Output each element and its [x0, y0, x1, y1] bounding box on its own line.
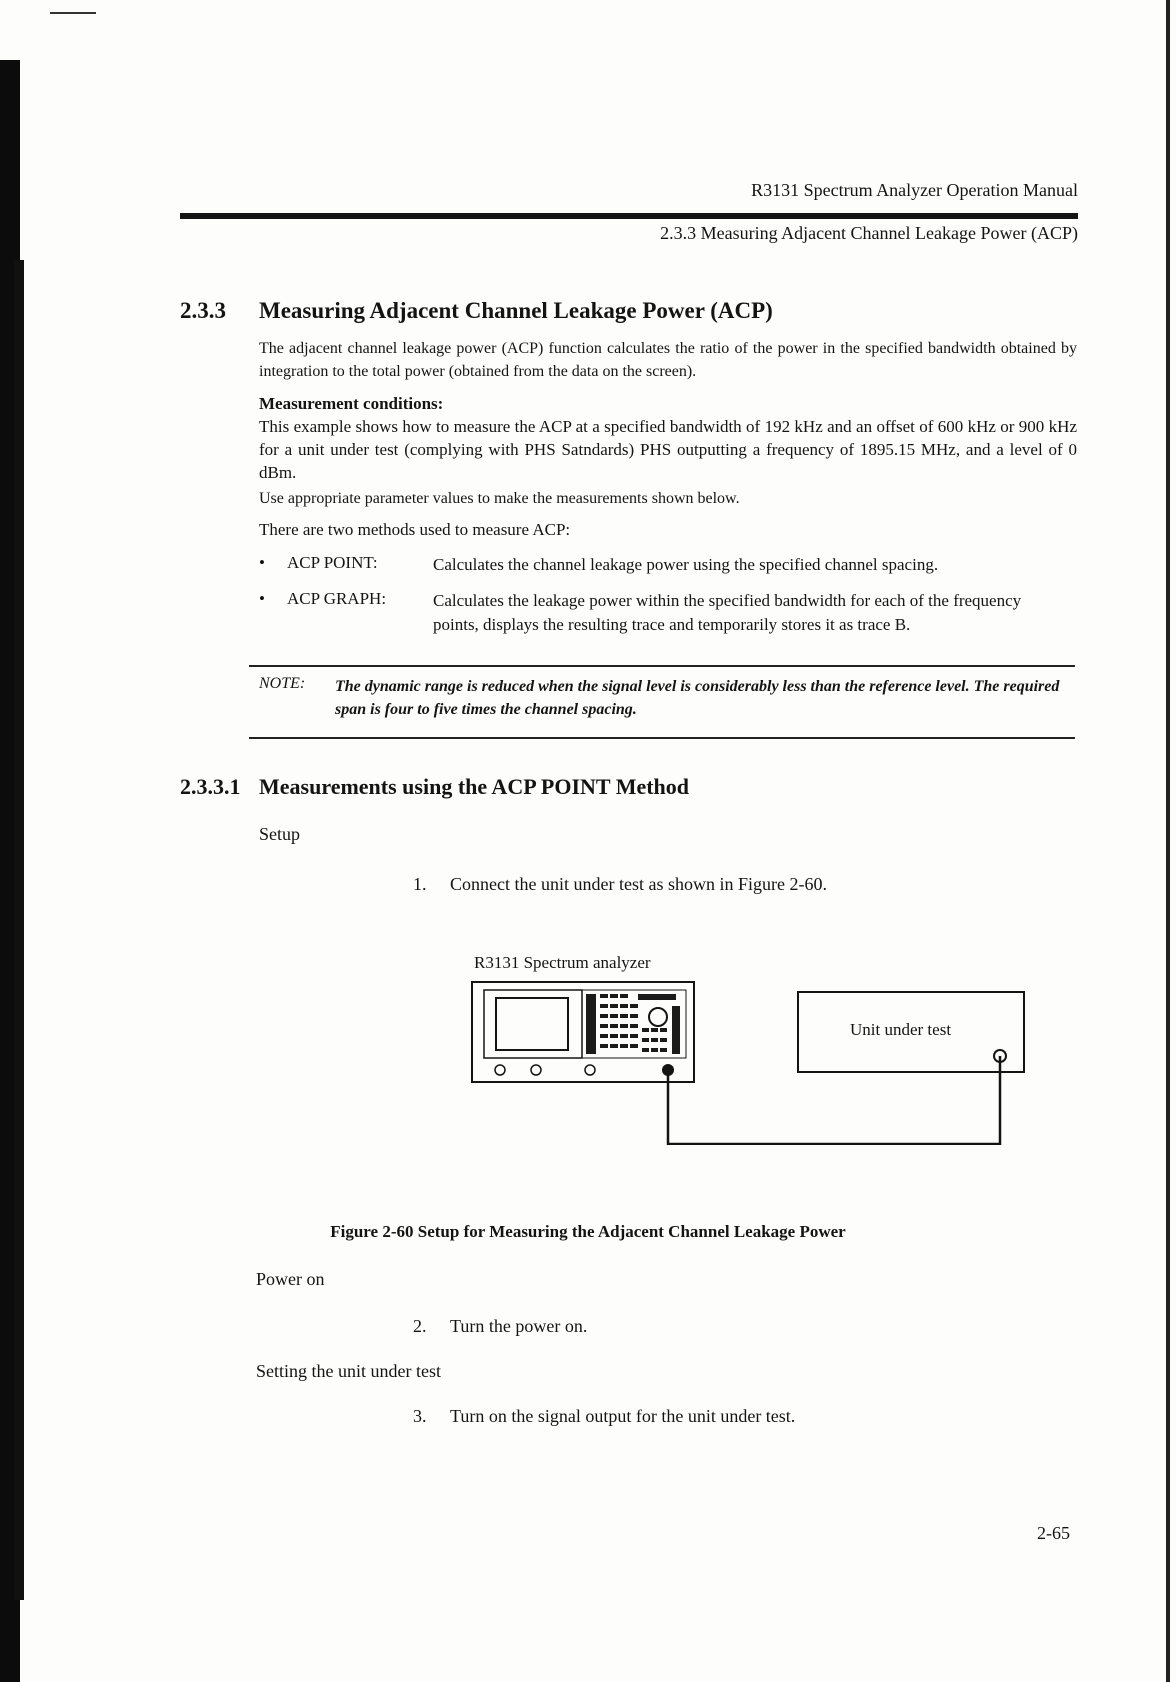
dut-label: Unit under test [850, 1020, 952, 1039]
analyzer-port [585, 1065, 595, 1075]
method-desc-point: Calculates the channel leakage power using the specified channel spacing. [433, 555, 939, 574]
conditions-paragraph: This example shows how to measure the ACP at a specified bandwidth of 192 kHz and an offset of 600 kHz or 900 kHz for a unit under test (complying with PHS Satndards) PHS outputting a frequency of 1895.15 MHz, and a level of 0 dBm. [259, 417, 1077, 482]
note-text: The dynamic range is reduced when the signal level is considerably less than the reference level. The required span is four to five times the channel spacing. [335, 678, 1060, 718]
method-label-graph: ACP GRAPH: [287, 589, 387, 608]
setup-diagram [470, 980, 1030, 1145]
analyzer-keypad [586, 994, 680, 1054]
intro-paragraph: The adjacent channel leakage power (ACP) function calculates the ratio of the power in the specified bandwidth obtained by integration to the total power (obtained from the data on the screen). [259, 340, 1077, 380]
method-label-point: ACP POINT: [287, 553, 378, 572]
section-title: Measuring Adjacent Channel Leakage Power (ACP) [259, 298, 773, 323]
step-heading-power: Power on [256, 1269, 325, 1289]
section-number: 2.3.3 [180, 298, 226, 323]
running-header-section: 2.3.3 Measuring Adjacent Channel Leakage Power (ACP) [660, 223, 1078, 243]
scan-right-edge [1166, 0, 1170, 1682]
header-rule [180, 213, 1078, 219]
analyzer-label: R3131 Spectrum analyzer [474, 953, 651, 972]
scan-mark [50, 12, 96, 14]
step-heading-setup: Setup [259, 824, 301, 844]
analyzer-knob [649, 1008, 667, 1026]
running-header-title: R3131 Spectrum Analyzer Operation Manual [751, 180, 1078, 200]
bullet-marker: • [259, 589, 265, 608]
methods-intro: There are two methods used to measure ACP: [259, 520, 571, 539]
method-desc-graph: Calculates the leakage power within the specified bandwidth for each of the frequency points, displays the resulting trace and temporarily stores it as trace B. [433, 591, 1022, 634]
analyzer-screen [496, 998, 568, 1050]
step-number: 2. [413, 1316, 427, 1336]
parameter-note: Use appropriate parameter values to make the measurements shown below. [259, 490, 740, 507]
step-number: 3. [413, 1406, 427, 1426]
rf-cable [668, 1056, 1000, 1144]
step-text: Connect the unit under test as shown in Figure 2-60. [450, 874, 827, 894]
subsection-title: Measurements using the ACP POINT Method [259, 774, 690, 799]
step-text: Turn on the signal output for the unit under test. [450, 1406, 796, 1426]
analyzer-port [495, 1065, 505, 1075]
note-label: NOTE: [259, 675, 306, 692]
figure-caption: Figure 2-60 Setup for Measuring the Adjacent Channel Leakage Power [330, 1222, 846, 1241]
step-number: 1. [413, 874, 427, 894]
step-heading-dut: Setting the unit under test [256, 1361, 441, 1381]
step-text: Turn the power on. [450, 1316, 588, 1336]
note-top-rule [249, 665, 1075, 667]
bullet-marker: • [259, 553, 265, 572]
note-bottom-rule [249, 737, 1075, 739]
subsection-number: 2.3.3.1 [180, 774, 241, 799]
page-number: 2-65 [1037, 1523, 1070, 1543]
analyzer-port [531, 1065, 541, 1075]
scan-binding-shadow [14, 260, 24, 1600]
conditions-heading: Measurement conditions: [259, 394, 444, 413]
